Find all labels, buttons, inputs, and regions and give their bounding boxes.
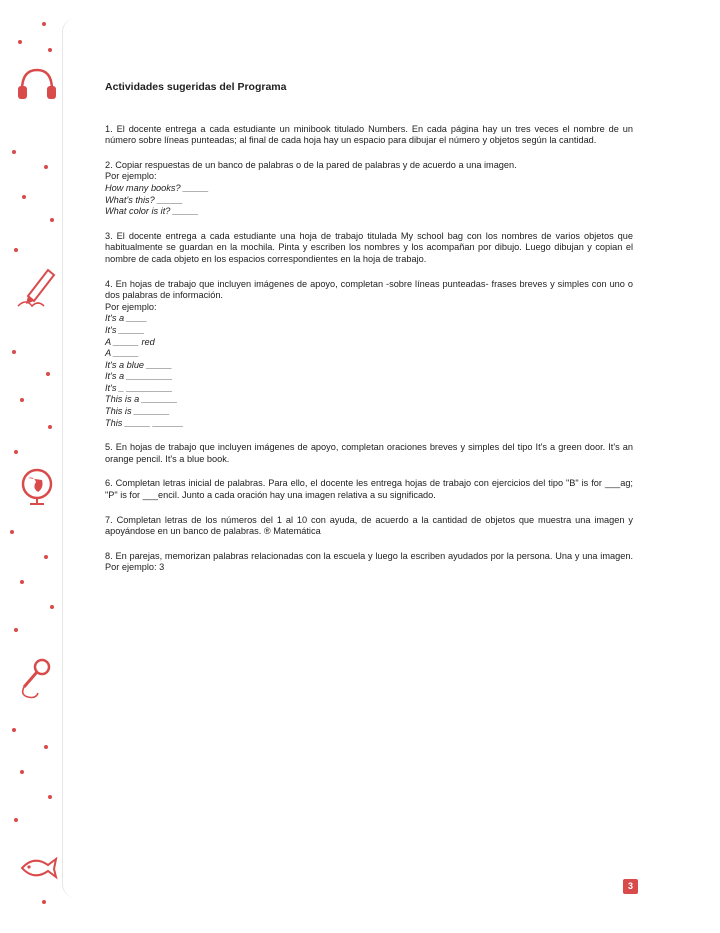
- decorative-dot: [44, 555, 48, 559]
- decorative-dot: [14, 628, 18, 632]
- decorative-dot: [44, 745, 48, 749]
- activity-5: [105, 442, 633, 465]
- decorative-dot: [44, 165, 48, 169]
- example-line: It's _____: [105, 324, 145, 335]
- example-line: How many books? _____: [105, 182, 209, 193]
- pencil-icon: [14, 262, 60, 308]
- decorative-dot: [48, 425, 52, 429]
- activity-text: 1. El docente entrega a cada estudiante un minibook titulado Numbers. En cada página hay un tres veces el nombre de un número sobre líneas punteadas; al final de cada hoja hay un espacio para dibujar el número y objetos según la cantidad.: [105, 123, 633, 146]
- example-line: It's a ____: [105, 313, 148, 324]
- page-number-badge: 3: [623, 879, 638, 894]
- decorative-dot: [18, 40, 22, 44]
- example-line: A _____: [105, 348, 139, 359]
- example-line: This _____ ______: [105, 417, 184, 428]
- decorative-dot: [46, 372, 50, 376]
- decorative-dot: [22, 195, 26, 199]
- example-line: A _____ red: [105, 336, 155, 347]
- decorative-dot: [42, 22, 46, 26]
- fish-icon: [14, 845, 60, 891]
- activity-text: 5. En hojas de trabajo que incluyen imágenes de apoyo, completan oraciones breves y simples del tipo It's a green door. It's an orange pencil. It's a blue book.: [105, 442, 633, 464]
- decorative-dot: [20, 580, 24, 584]
- example-label: Por ejemplo:: [105, 301, 157, 312]
- activity-6: [105, 478, 633, 501]
- example-line: It's a _________: [105, 371, 173, 382]
- example-line: It's _ _________: [105, 382, 173, 393]
- activity-text: 7. Completan letras de los números del 1 al 10 con ayuda, de acuerdo a la cantidad de objetos que muestra una imagen y apoyándose en un banco de palabras. ® Matemática: [105, 514, 633, 537]
- activity-text: 3. El docente entrega a cada estudiante una hoja de trabajo titulada My school bag con los nombres de varios objetos que habitualmente se guardan en la mochila. Pinta y escriben los nombres y los acompañan por dibujo. Luego dibujan y copian el nombre de cada objeto en los espacios correspondientes en la hoja de trabajo.: [105, 230, 633, 264]
- decorative-dot: [48, 48, 52, 52]
- decorative-dot: [20, 770, 24, 774]
- decorative-dot: [50, 218, 54, 222]
- activity-1: [105, 124, 633, 147]
- decorative-margin: [0, 0, 70, 933]
- decorative-dot: [42, 900, 46, 904]
- activity-8: [105, 551, 633, 574]
- example-line: It's a blue _____: [105, 359, 173, 370]
- globe-icon: [14, 462, 60, 508]
- example-label: Por ejemplo:: [105, 171, 157, 182]
- decorative-dot: [12, 350, 16, 354]
- example-line: What color is it? _____: [105, 206, 199, 217]
- document-body: [105, 82, 633, 587]
- decorative-dot: [12, 150, 16, 154]
- activity-2: [105, 160, 633, 218]
- decorative-dot: [14, 818, 18, 822]
- activity-text: 2. Copiar respuestas de un banco de palabras o de la pared de palabras y de acuerdo a una imagen.: [105, 159, 517, 170]
- decorative-dot: [12, 728, 16, 732]
- activity-4: [105, 279, 633, 430]
- decorative-dot: [10, 530, 14, 534]
- activity-text: 6. Completan letras inicial de palabras. Para ello, el docente les entrega hojas de trabajo con ejercicios del tipo "B" is for ___ag; "P" is for ___encil. Junto a cada oración hay una imagen relativa a su significado.: [105, 478, 633, 501]
- headphones-icon: [14, 62, 60, 108]
- activity-3: [105, 231, 633, 266]
- page-edge: [62, 18, 83, 898]
- decorative-dot: [14, 248, 18, 252]
- example-line: What's this? _____: [105, 194, 183, 205]
- microphone-icon: [14, 655, 60, 701]
- decorative-dot: [14, 450, 18, 454]
- decorative-dot: [20, 398, 24, 402]
- decorative-dot: [48, 795, 52, 799]
- activity-7: [105, 515, 633, 538]
- activity-text: 8. En parejas, memorizan palabras relacionadas con la escuela y luego la escriben ayudados por la persona. Una y una imagen. Por ejemplo: 3: [105, 550, 633, 573]
- example-line: This is a _______: [105, 394, 178, 405]
- page-title: Actividades sugeridas del Programa: [105, 81, 287, 93]
- decorative-dot: [50, 605, 54, 609]
- example-line: This is _______: [105, 406, 170, 417]
- activity-text: 4. En hojas de trabajo que incluyen imágenes de apoyo, completan -sobre líneas punteadas- frases breves y simples con uno o dos palabras de información.: [105, 278, 633, 301]
